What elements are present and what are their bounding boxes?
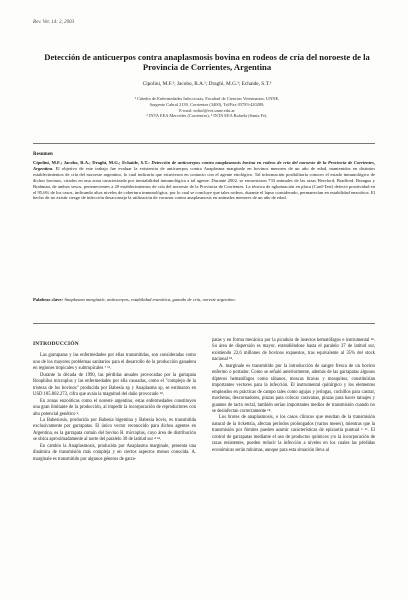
affiliation-line: E-mail: enfinf@vet.unne.edu.ar	[179, 107, 235, 113]
left-column	[33, 341, 196, 463]
affiliation-line: ¹ Cátedra de Enfermedades Infecciosas, Facultad de Ciencias Veterinarias, UNNE,	[134, 96, 280, 101]
abstract-body: El objetivo de este trabajo fue evaluar la existencia de anticuerpos contra Anaplasma marginale en bovinos menores de un año de edad, mantenidos en distintos establecimientos de cría del noroeste argentino, lo cual indicaría que estuvieron en contacto con el agente etiológico. Tal información posibilitaría conocer el estado inmunológico de dichos bovinos, criados en una zona caracterizada por inestabilidad inmunológica a tal agente. Durante 2002, se encuestaron 733 animales de las razas Hereford, Bradford, Brangus y Brahman, de ambos sexos, pertenecientes a 20 establecimientos de cría del noroeste de la Provincia de Corrientes. La técnica de aglutinación en placa (Card-Test) detectó positividad en el 95,6% de los casos, indicando altos niveles de cobertura inmunológica, por lo cual se concluye que tales rodeos, durante el lapso considerado, permanecían en estabilidad enzoótica. El hecho de no existir riesgo de infección desaconseja la utilización de vacunas contra anaplasmosis en animales menores de un año de edad.	[33, 165, 375, 201]
keywords-label: Palabras clave:	[33, 297, 63, 302]
body-paragraph: En zonas enzoóticas como el noreste argentino, estas enfermedades constituyen una gran limitante de la producción, al impedir la incorporación de reproductores con alto potencial genético ².	[33, 398, 196, 417]
keywords-text: Anaplasma marginale, anticuerpos, estabilidad enzoótica, ganado de cría, noreste argentino.	[64, 297, 236, 302]
keywords-line	[33, 297, 375, 303]
body-paragraph: La Babesiosis, producida por Babesia bigemina y Babesia bovis, es transmitida exclusivamente por garrapatas. El único vector reconocido para dichos agentes en Argentina, es la garrapata común del bovino B. microplus, cuyo área de distribución se ubica aproximadamente al norte del paralelo 30 de latitud sur ⁴ ¹⁴.	[33, 417, 196, 443]
resumen-label: Resumen	[33, 152, 53, 157]
author-list: Cipolini, M.F.¹; Jacobo, R.A.¹; Draghi, M.G.²; Echaide, S.T.³	[142, 81, 272, 87]
running-head: Rev. Vet. 14: 2, 2003	[33, 20, 75, 25]
body-paragraph: Los brotes de anaplasmosis, o los casos clínicos que resultan de la transmisión natural de la rickettsia, afectan períodos prolongados (varios meses), mientras que la transmisión por fómites pueden asumir características de epizootia puntual ⁶ ¹¹. El control de garrapatas mediante el uso de productos químicos y/o la incorporación de razas resistentes, pueden reducir la infección a niveles en los cuales las pérdidas económicas serán mínimas, aunque para esta situación lleva al	[212, 415, 375, 453]
affiliation-line: Sargento Cabral 2139, Corrientes (3400), Tel/Fax 03783-420289,	[149, 101, 265, 107]
body-paragraph: En cambio la Anaplasmosis, producida por Anaplasma marginale, presenta una dinámica de transmisión más compleja y en ciertos aspectos menos conocida. A. marginale es transmitido por algunos géneros de garra-	[33, 443, 196, 462]
section-heading-introduccion: INTRODUCCIÓN	[33, 341, 79, 347]
affiliations	[72, 96, 342, 119]
right-column	[212, 338, 375, 454]
body-paragraph: Las garrapatas y las enfermedades por ellas transmitidas, son consideradas como uno de los mayores problemas sanitarios para el desarrollo de la producción ganadera en regiones tropicales y subtropicales ⁷ ¹².	[33, 353, 196, 372]
top-divider	[33, 143, 375, 144]
article-title: Detección de anticuerpos contra anaplasmosis bovina en rodeos de cría del noroeste de la Provincia de Corrientes, Argentina	[44, 52, 370, 73]
affiliation-line: ² INTA EEA Mercedes (Corrientes), ³ INTA EEA Rafaela (Santa Fe).	[146, 113, 268, 119]
abstract	[33, 160, 375, 201]
abstract-bottom-divider	[33, 323, 375, 324]
abstract-title: Detección de anticuerpos contra anaplasmosis bovina en rodeos de cría del noroeste de la Provincia de Corrientes, Argentina.	[33, 160, 375, 171]
body-paragraph: Durante la década de 1990, las pérdidas anuales provocadas por la garrapata Boophilus microplus y las enfermedades por ella causadas, como el "complejo de la tristeza de los bovinos" producida por Babesia sp y Anaplasma sp, se estimaron en USD 185.802.273, cifra que avala la magnitud del daño provocado ¹⁸.	[33, 372, 196, 398]
body-paragraph: patas y en forma mecánica por la picadura de insectos hematófagos e instrumental ¹⁸. Su área de dispersión es mayor, extendiéndose hasta el paralelo 37 de latitud sur, existiendo 22,6 millones de bovinos expuestos, tras equivalente al 35% del stock nacional ¹⁸.	[212, 338, 375, 363]
body-paragraph: A. marginale es transmitido por la introducción de sangre fresca de un bovino enfermo o portador. Como se señaló anteriormente, además de las garrapatas algunos dípteros hematófagos como tábanos, moscas bravas y mosquitos, constituirían importantes vectores para la infección. El instrumental quirúrgico y los elementos empleados en prácticas de campo tales como agujas y jeringas, cuchillos para castrar, mochetas, descornadores, pinzas para colocar caravanas, pinzas para hacer tatuajes y guantes de tacto rectal, también serían importantes medios de transmisión cuando no se desinfectan correctamente ¹⁸.	[212, 363, 375, 414]
abstract-authors: Cipolini, M.F.; Jacobo, R.A.; Draghi, M.G.; Echaide, S.T.:	[33, 160, 150, 165]
